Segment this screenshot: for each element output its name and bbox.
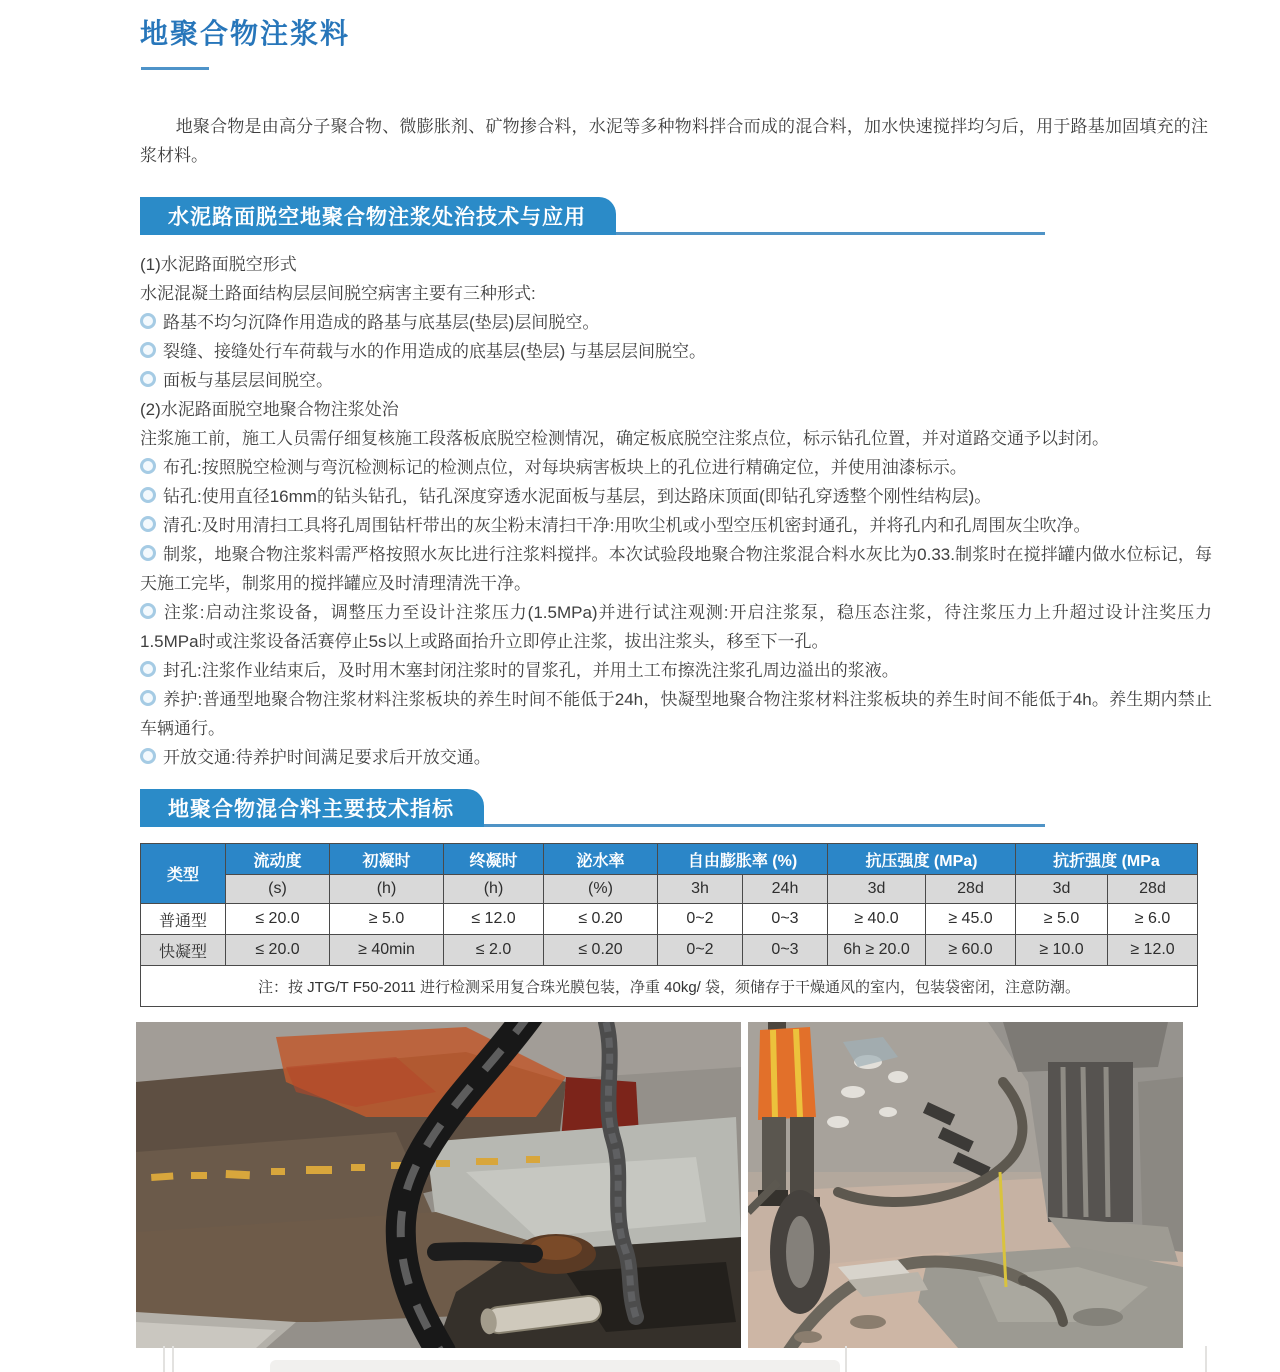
table-body <box>141 904 1198 1007</box>
value-cell: ≤ 12.0 <box>444 904 544 935</box>
table-sub-header: 24h <box>743 875 828 904</box>
table-column-header: 流动度 <box>226 844 330 875</box>
value-cell: 0~3 <box>743 935 828 966</box>
page-edge-artifact <box>270 1360 840 1372</box>
value-cell: ≥ 10.0 <box>1016 935 1108 966</box>
bullet-ring-icon <box>140 342 156 358</box>
page-edge-artifact <box>163 1346 165 1372</box>
bullet-item: 布孔:按照脱空检测与弯沉检测标记的检测点位，对每块病害板块上的孔位进行精确定位，并使用油漆标示。 <box>140 453 1212 482</box>
row-type-cell: 普通型 <box>141 904 226 935</box>
bullet-ring-icon <box>140 603 156 619</box>
table-corner-header: 类型 <box>141 844 226 904</box>
bullet-ring-icon <box>140 545 156 561</box>
bullet-item: 钻孔:使用直径16mm的钻头钻孔，钻孔深度穿透水泥面板与基层，到达路床顶面(即钻孔穿透整个刚性结构层)。 <box>140 482 1212 511</box>
bullet-item: 注浆:启动注浆设备，调整压力至设计注浆压力(1.5MPa)并进行试注观测:开启注浆泵，稳压态注浆，待注浆压力上升超过设计注奖压力1.5MPa时或注浆设备活赛停止5s以上或路面抬升立即停止注浆，拔出注浆头，移至下一孔。 <box>140 603 1212 651</box>
value-cell: ≤ 20.0 <box>226 935 330 966</box>
grouting-worksite-photo <box>748 1022 1183 1348</box>
value-cell: ≥ 60.0 <box>926 935 1016 966</box>
table-sub-header: 3d <box>1016 875 1108 904</box>
bullet-ring-icon <box>140 748 156 764</box>
table-unit-header: (%) <box>544 875 658 904</box>
value-cell: 0~2 <box>658 904 743 935</box>
page-edge-artifact <box>172 1346 174 1372</box>
table-unit-header: (h) <box>330 875 444 904</box>
table-column-header: 泌水率 <box>544 844 658 875</box>
value-cell: 6h ≥ 20.0 <box>828 935 926 966</box>
text-line: (1)水泥路面脱空形式 <box>140 255 297 274</box>
photo-row <box>136 1022 1184 1348</box>
page-edge-artifact <box>1205 1346 1207 1372</box>
value-cell: ≥ 5.0 <box>330 904 444 935</box>
bullet-item: 面板与基层层间脱空。 <box>140 366 1212 395</box>
value-cell: ≥ 40.0 <box>828 904 926 935</box>
table-head <box>141 844 1198 904</box>
intro-paragraph: 地聚合物是由高分子聚合物、微膨胀剂、矿物掺合料，水泥等多种物料拌合而成的混合料，加水快速搅拌均匀后，用于路基加固填充的注浆材料。 <box>140 117 1208 165</box>
table-unit-header: (h) <box>444 875 544 904</box>
bullet-item: 养护:普通型地聚合物注浆材料注浆板块的养生时间不能低于24h，快凝型地聚合物注浆材料注浆板块的养生时间不能低于4h。养生期内禁止车辆通行。 <box>140 690 1212 738</box>
bullet-item: 裂缝、接缝处行车荷载与水的作用造成的底基层(垫层) 与基层层间脱空。 <box>140 337 1212 366</box>
value-cell: ≤ 20.0 <box>226 904 330 935</box>
bullet-item: 封孔:注浆作业结束后，及时用木塞封闭注浆时的冒浆孔，并用土工布擦洗注浆孔周边溢出的浆液。 <box>140 656 1212 685</box>
section1-body <box>140 250 1212 772</box>
bullet-ring-icon <box>140 458 156 474</box>
table-row <box>141 904 1198 935</box>
bullet-ring-icon <box>140 690 156 706</box>
bullet-item: 开放交通:待养护时间满足要求后开放交通。 <box>140 743 1212 772</box>
bullet-item: 清孔:及时用清扫工具将孔周围钻杆带出的灰尘粉末清扫干净:用吹尘机或小型空压机密封通孔，并将孔内和孔周围灰尘吹净。 <box>140 511 1212 540</box>
grouting-hose-photo <box>136 1022 741 1348</box>
table-sub-header: 28d <box>926 875 1016 904</box>
bullet-item: 路基不均匀沉降作用造成的路基与底基层(垫层)层间脱空。 <box>140 308 1212 337</box>
value-cell: ≥ 45.0 <box>926 904 1016 935</box>
text-line: 注浆施工前，施工人员需仔细复核施工段落板底脱空检测情况，确定板底脱空注浆点位，标示钻孔位置，并对道路交通予以封闭。 <box>140 429 1109 448</box>
table-note-row <box>141 966 1198 1007</box>
text-line: 水泥混凝土路面结构层层间脱空病害主要有三种形式: <box>140 284 536 303</box>
page-edge-artifact <box>845 1346 847 1372</box>
table-sub-header: 3h <box>658 875 743 904</box>
value-cell: 0~3 <box>743 904 828 935</box>
value-cell: ≥ 6.0 <box>1108 904 1198 935</box>
value-cell: ≤ 0.20 <box>544 904 658 935</box>
table-sub-header: 3d <box>828 875 926 904</box>
bullet-ring-icon <box>140 661 156 677</box>
table-row <box>141 935 1198 966</box>
title-divider <box>141 67 209 70</box>
technical-spec-table <box>140 843 1198 1007</box>
page-title: 地聚合物注浆料 <box>140 18 351 49</box>
table-group-header: 自由膨胀率 (%) <box>658 844 828 875</box>
row-type-cell: 快凝型 <box>141 935 226 966</box>
section2-heading: 地聚合物混合料主要技术指标 <box>140 789 484 827</box>
text-line: (2)水泥路面脱空地聚合物注浆处治 <box>140 400 399 419</box>
table-column-header: 终凝时 <box>444 844 544 875</box>
value-cell: 0~2 <box>658 935 743 966</box>
table-group-header: 抗折强度 (MPa <box>1016 844 1198 875</box>
section1-heading: 水泥路面脱空地聚合物注浆处治技术与应用 <box>140 197 616 235</box>
table-column-header: 初凝时 <box>330 844 444 875</box>
bullet-ring-icon <box>140 487 156 503</box>
bullet-ring-icon <box>140 313 156 329</box>
table-sub-header: 28d <box>1108 875 1198 904</box>
value-cell: ≥ 12.0 <box>1108 935 1198 966</box>
bullet-ring-icon <box>140 371 156 387</box>
value-cell: ≤ 0.20 <box>544 935 658 966</box>
bullet-ring-icon <box>140 516 156 532</box>
table-note: 注：按 JTG/T F50-2011 进行检测采用复合珠光膜包装，净重 40kg/ 袋，须储存于干燥通风的室内，包装袋密闭，注意防潮。 <box>141 966 1198 1007</box>
table-unit-header: (s) <box>226 875 330 904</box>
table-group-header: 抗压强度 (MPa) <box>828 844 1016 875</box>
value-cell: ≥ 40min <box>330 935 444 966</box>
value-cell: ≤ 2.0 <box>444 935 544 966</box>
value-cell: ≥ 5.0 <box>1016 904 1108 935</box>
bullet-item: 制浆，地聚合物注浆料需严格按照水灰比进行注浆料搅拌。本次试验段地聚合物注浆混合料水灰比为0.33.制浆时在搅拌罐内做水位标记，每天施工完毕，制浆用的搅拌罐应及时清理清洗干净。 <box>140 545 1212 593</box>
